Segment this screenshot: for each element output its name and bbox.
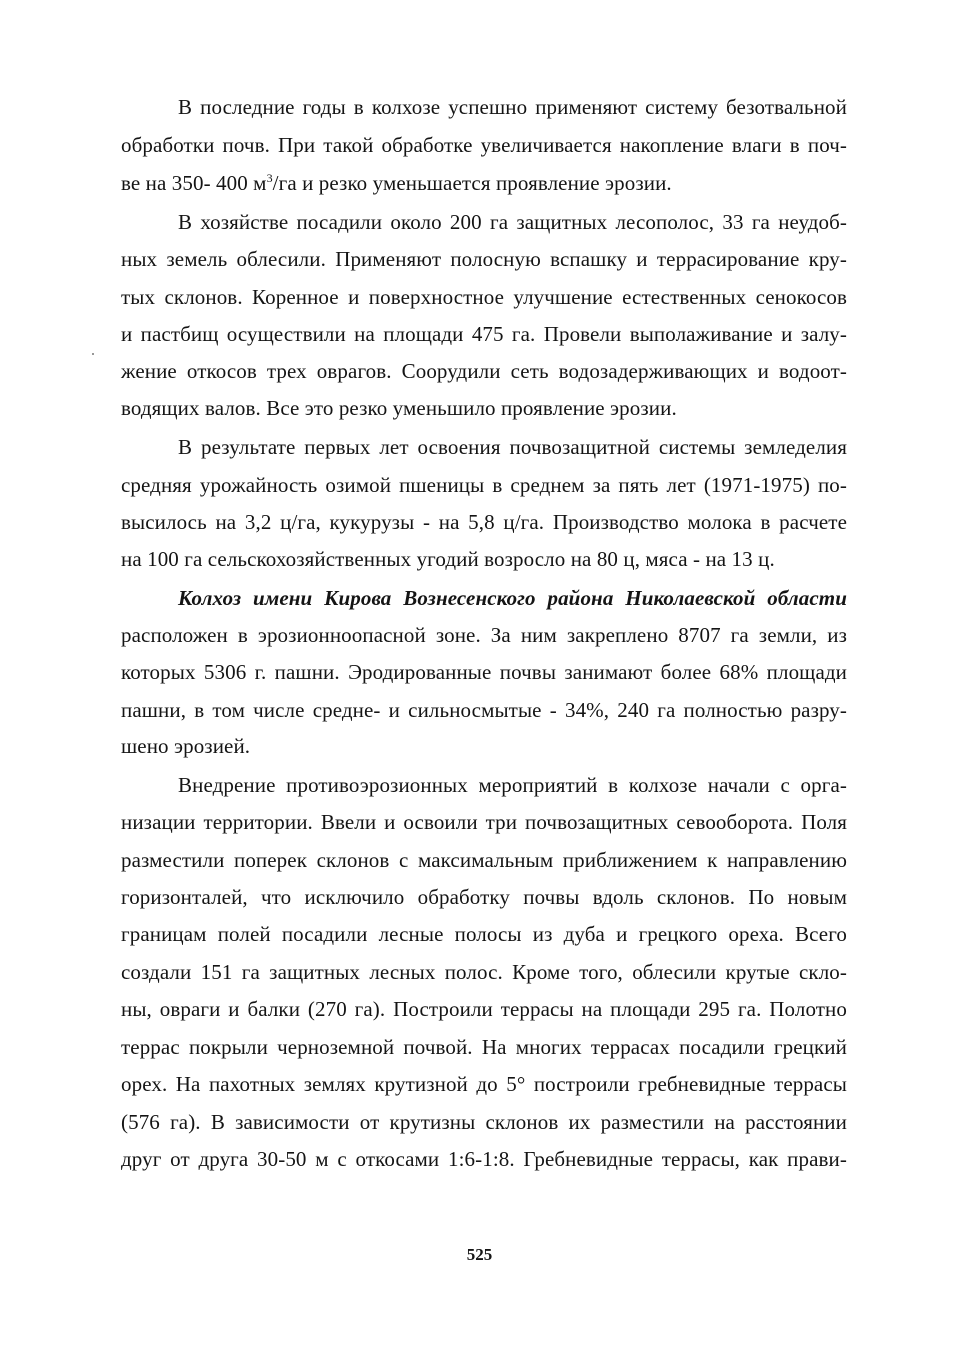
text-line: жение откосов трех оврагов. Соорудили сеть водозадерживающих и водоот- (121, 359, 847, 383)
text-line: ны, овраги и балки (270 га). Построили террасы на площади 295 га. Полотно (121, 997, 847, 1021)
text-line: на 100 га сельскохозяйственных угодий возросло на 80 ц, мяса - на 13 ц. (121, 547, 775, 571)
text-line: ных земель облесили. Применяют полосную вспашку и террасирование кру- (121, 247, 847, 271)
text-fragment: ве на 350- 400 м (121, 171, 267, 195)
superscript: 3 (266, 171, 273, 185)
text-line: В хозяйстве посадили около 200 га защитных лесополос, 33 га неудоб- (178, 210, 847, 234)
page-number: 525 (466, 1245, 493, 1264)
text-line: и пастбищ осуществили на площади 475 га. Провели выполаживание и залу- (121, 322, 847, 346)
text-line: горизонталей, что исключило обработку почвы вдоль склонов. По новым (121, 885, 847, 909)
text-line: создали 151 га защитных лесных полос. Кроме того, облесили крутые скло- (121, 960, 847, 984)
text-line: границам полей посадили лесные полосы из дуба и грецкого ореха. Всего (121, 922, 847, 946)
text-line: террас покрыли черноземной почвой. На многих террасах посадили грецкий (121, 1035, 847, 1059)
text-line: орех. На пахотных землях крутизной до 5° построили гребневидные террасы (121, 1072, 847, 1096)
text-line: друг от друга 30-50 м с откосами 1:6-1:8. Гребневидные террасы, как прави- (121, 1147, 847, 1171)
text-line: высилось на 3,2 ц/га, кукурузы - на 5,8 ц/га. Производство молока в расчете (121, 510, 847, 534)
text-line: разместили поперек склонов с максимальным приближением к направлению (121, 848, 847, 872)
text-line: расположен в эрозионноопасной зоне. За ним закреплено 8707 га земли, из (121, 623, 847, 647)
text-line: Внедрение противоэрозионных мероприятий в колхозе начали с орга- (178, 773, 847, 797)
scan-speck (92, 353, 94, 355)
text-line: В последние годы в колхозе успешно применяют систему безотвальной (178, 95, 847, 119)
text-line: которых 5306 г. пашни. Эродированные почвы занимают более 68% площади (121, 660, 847, 684)
text-line (121, 169, 847, 197)
text-line: обработки почв. При такой обработке увеличивается накопление влаги в поч- (121, 133, 847, 157)
text-line: пашни, в том числе средне- и сильносмытые - 34%, 240 га полностью разру- (121, 698, 847, 722)
text-line: средняя урожайность озимой пшеницы в среднем за пять лет (1971-1975) по- (121, 473, 847, 497)
section-heading: Колхоз имени Кирова Вознесенского района Николаевской области (178, 586, 847, 610)
text-fragment: /га и резко уменьшается проявление эрозии. (272, 171, 672, 195)
text-line: В результате первых лет освоения почвозащитной системы земледелия (178, 435, 847, 459)
text-line: шено эрозией. (121, 734, 251, 758)
text-line: водящих валов. Все это резко уменьшило проявление эрозии. (121, 396, 677, 420)
text-line: низации территории. Ввели и освоили три почвозащитных севооборота. Поля (121, 810, 847, 834)
text-line: (576 га). В зависимости от крутизны склонов их разместили на расстоянии (121, 1110, 847, 1134)
text-line: тых склонов. Коренное и поверхностное улучшение естественных сенокосов (121, 285, 847, 309)
